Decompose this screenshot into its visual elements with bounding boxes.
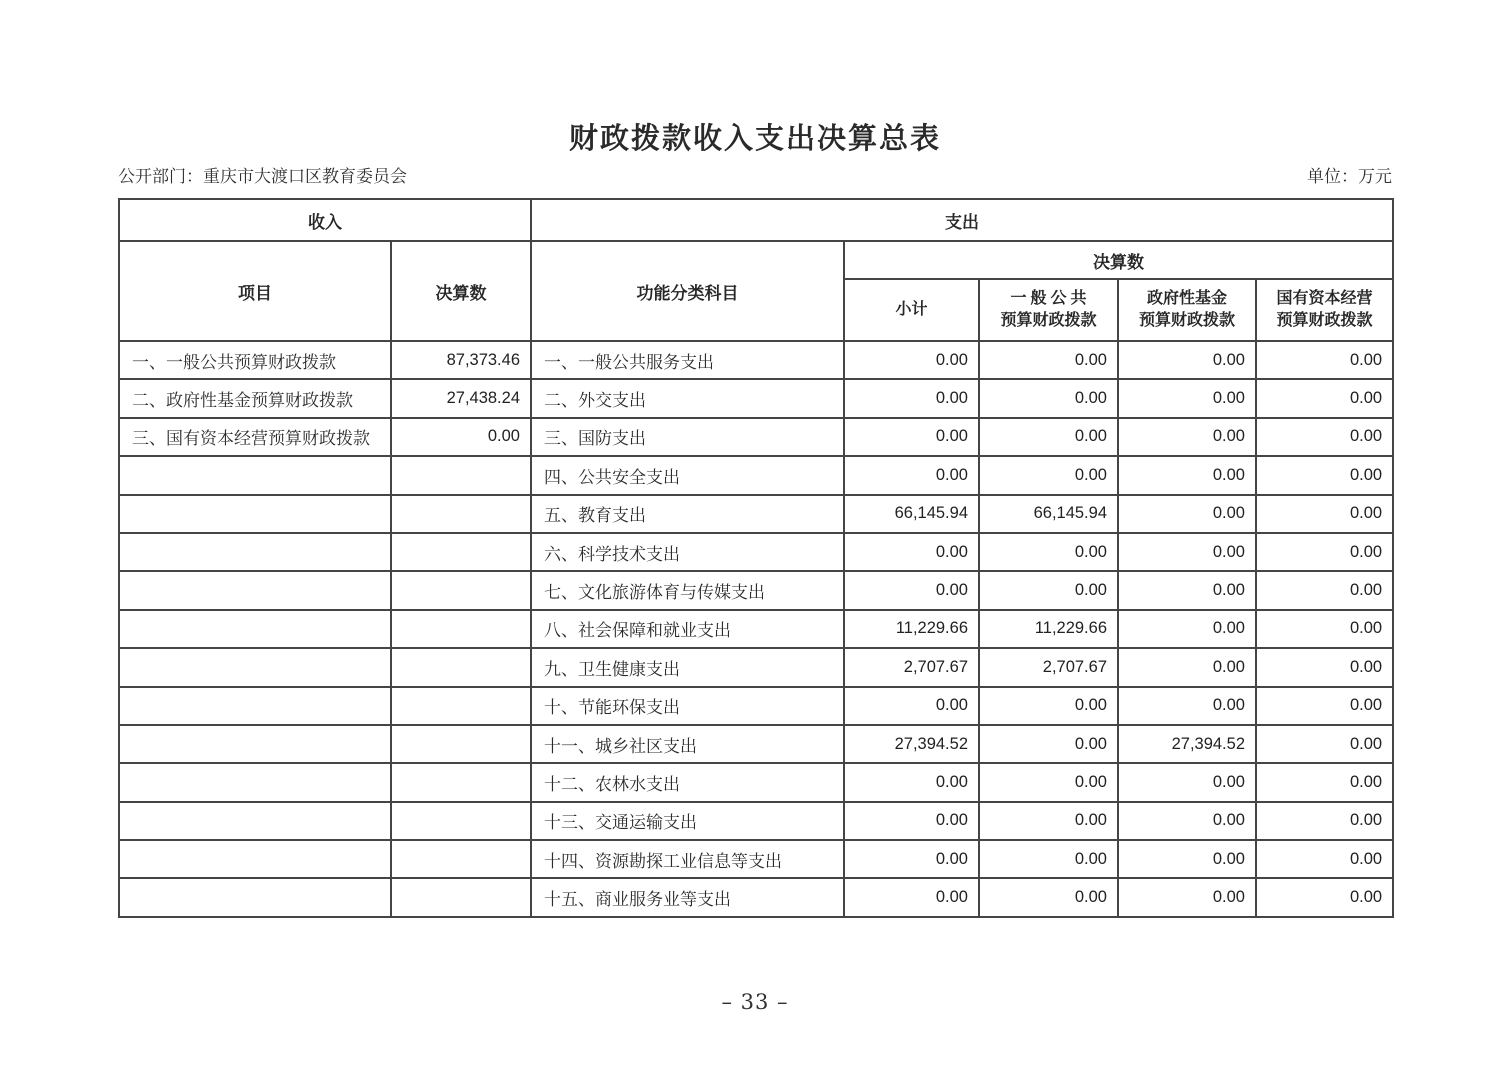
gov-fund-cell: 0.00	[1118, 533, 1256, 571]
state-capital-line2: 预算财政拨款	[1276, 312, 1373, 329]
income-value-cell	[391, 878, 531, 916]
income-item-cell: 三、国有资本经营预算财政拨款	[119, 418, 391, 456]
state-capital-cell: 0.00	[1256, 648, 1393, 686]
table-row	[119, 571, 1393, 609]
state-capital-cell: 0.00	[1256, 878, 1393, 916]
state-capital-cell: 0.00	[1256, 802, 1393, 840]
general-public-line1: 一 般 公 共	[1010, 290, 1087, 308]
general-public-column-header	[979, 279, 1118, 341]
income-item-cell	[119, 802, 391, 840]
unit-label: 单位：万元	[1307, 167, 1392, 186]
table-row	[119, 341, 1393, 379]
gov-fund-cell: 0.00	[1118, 763, 1256, 801]
expense-item-cell: 十、节能环保支出	[531, 687, 844, 725]
state-capital-cell: 0.00	[1256, 763, 1393, 801]
table-row	[119, 610, 1393, 648]
gov-fund-cell: 0.00	[1118, 456, 1256, 494]
table-row	[119, 878, 1393, 916]
income-value-cell	[391, 533, 531, 571]
expense-item-cell: 七、文化旅游体育与传媒支出	[531, 571, 844, 609]
state-capital-cell: 0.00	[1256, 379, 1393, 417]
expenditure-section-header: 支出	[531, 199, 1393, 241]
income-value-cell	[391, 687, 531, 725]
subtotal-cell: 0.00	[844, 456, 979, 494]
gov-fund-line2: 预算财政拨款	[1138, 312, 1235, 329]
income-value-cell	[391, 456, 531, 494]
gov-fund-cell: 0.00	[1118, 802, 1256, 840]
header-row-columns	[119, 241, 1393, 279]
expense-item-cell: 四、公共安全支出	[531, 456, 844, 494]
income-value-cell: 87,373.46	[391, 341, 531, 379]
subtotal-cell: 0.00	[844, 341, 979, 379]
state-capital-cell: 0.00	[1256, 418, 1393, 456]
subtotal-cell: 0.00	[844, 379, 979, 417]
expense-item-cell: 十二、农林水支出	[531, 763, 844, 801]
subtotal-cell: 11,229.66	[844, 610, 979, 648]
gov-fund-cell: 0.00	[1118, 495, 1256, 533]
table-row	[119, 802, 1393, 840]
table-header	[119, 199, 1393, 341]
general-public-cell: 0.00	[979, 418, 1118, 456]
general-public-cell: 0.00	[979, 687, 1118, 725]
expense-item-cell: 六、科学技术支出	[531, 533, 844, 571]
general-public-cell: 11,229.66	[979, 610, 1118, 648]
expense-item-cell: 五、教育支出	[531, 495, 844, 533]
subtotal-cell: 0.00	[844, 878, 979, 916]
income-item-cell	[119, 456, 391, 494]
table-row	[119, 456, 1393, 494]
subtotal-cell: 27,394.52	[844, 725, 979, 763]
table-row	[119, 763, 1393, 801]
general-public-cell: 0.00	[979, 456, 1118, 494]
state-capital-cell: 0.00	[1256, 687, 1393, 725]
subtotal-cell: 0.00	[844, 418, 979, 456]
income-value-cell	[391, 840, 531, 878]
table-row	[119, 687, 1393, 725]
income-item-cell	[119, 878, 391, 916]
table-body	[119, 341, 1393, 917]
income-value-cell	[391, 763, 531, 801]
income-value-cell: 0.00	[391, 418, 531, 456]
state-capital-line1: 国有资本经营	[1276, 290, 1373, 308]
state-capital-cell: 0.00	[1256, 456, 1393, 494]
state-capital-cell: 0.00	[1256, 840, 1393, 878]
general-public-cell: 0.00	[979, 571, 1118, 609]
income-value-cell	[391, 802, 531, 840]
gov-fund-cell: 0.00	[1118, 687, 1256, 725]
state-capital-cell: 0.00	[1256, 495, 1393, 533]
expense-item-cell: 二、外交支出	[531, 379, 844, 417]
income-value-cell	[391, 648, 531, 686]
income-value-cell	[391, 610, 531, 648]
gov-fund-column-header	[1118, 279, 1256, 341]
expenditure-final-amount-header: 决算数	[844, 241, 1393, 279]
table-row	[119, 648, 1393, 686]
income-item-cell	[119, 610, 391, 648]
expense-item-cell: 十五、商业服务业等支出	[531, 878, 844, 916]
income-value-cell	[391, 495, 531, 533]
subtotal-cell: 0.00	[844, 533, 979, 571]
gov-fund-line1: 政府性基金	[1146, 290, 1227, 308]
subtotal-cell: 0.00	[844, 687, 979, 725]
income-value-cell: 27,438.24	[391, 379, 531, 417]
state-capital-cell: 0.00	[1256, 533, 1393, 571]
table-row	[119, 725, 1393, 763]
page-number: – 33 –	[721, 990, 789, 1014]
gov-fund-cell: 0.00	[1118, 840, 1256, 878]
general-public-line2: 预算财政拨款	[1000, 312, 1097, 329]
gov-fund-cell: 0.00	[1118, 610, 1256, 648]
page-title: 财政拨款收入支出决算总表	[568, 123, 941, 155]
expense-item-cell: 八、社会保障和就业支出	[531, 610, 844, 648]
gov-fund-cell: 0.00	[1118, 648, 1256, 686]
functional-category-header: 功能分类科目	[531, 241, 844, 341]
item-column-header: 项目	[119, 241, 391, 341]
income-final-amount-header: 决算数	[391, 241, 531, 341]
state-capital-cell: 0.00	[1256, 571, 1393, 609]
subtotal-cell: 0.00	[844, 571, 979, 609]
table-row	[119, 379, 1393, 417]
income-value-cell	[391, 571, 531, 609]
income-item-cell	[119, 763, 391, 801]
expense-item-cell: 十三、交通运输支出	[531, 802, 844, 840]
state-capital-cell: 0.00	[1256, 610, 1393, 648]
expense-item-cell: 十一、城乡社区支出	[531, 725, 844, 763]
meta-line	[118, 162, 1392, 187]
subtotal-cell: 0.00	[844, 763, 979, 801]
general-public-cell: 66,145.94	[979, 495, 1118, 533]
income-item-cell: 一、一般公共预算财政拨款	[119, 341, 391, 379]
state-capital-cell: 0.00	[1256, 725, 1393, 763]
income-item-cell	[119, 687, 391, 725]
gov-fund-cell: 0.00	[1118, 878, 1256, 916]
income-item-cell	[119, 495, 391, 533]
department-label: 公开部门：重庆市大渡口区教育委员会	[118, 167, 407, 186]
expense-item-cell: 十四、资源勘探工业信息等支出	[531, 840, 844, 878]
gov-fund-cell: 27,394.52	[1118, 725, 1256, 763]
income-value-cell	[391, 725, 531, 763]
subtotal-cell: 66,145.94	[844, 495, 979, 533]
income-item-cell	[119, 725, 391, 763]
general-public-cell: 2,707.67	[979, 648, 1118, 686]
expense-item-cell: 三、国防支出	[531, 418, 844, 456]
table-row	[119, 840, 1393, 878]
income-item-cell: 二、政府性基金预算财政拨款	[119, 379, 391, 417]
income-item-cell	[119, 648, 391, 686]
general-public-cell: 0.00	[979, 878, 1118, 916]
expense-item-cell: 九、卫生健康支出	[531, 648, 844, 686]
gov-fund-cell: 0.00	[1118, 418, 1256, 456]
final-accounts-table	[118, 198, 1394, 918]
income-item-cell	[119, 571, 391, 609]
gov-fund-cell: 0.00	[1118, 379, 1256, 417]
header-row-sections	[119, 199, 1393, 241]
expense-item-cell: 一、一般公共服务支出	[531, 341, 844, 379]
state-capital-cell: 0.00	[1256, 341, 1393, 379]
general-public-cell: 0.00	[979, 379, 1118, 417]
subtotal-cell: 0.00	[844, 840, 979, 878]
general-public-cell: 0.00	[979, 725, 1118, 763]
subtotal-cell: 2,707.67	[844, 648, 979, 686]
table-row	[119, 418, 1393, 456]
gov-fund-cell: 0.00	[1118, 571, 1256, 609]
general-public-cell: 0.00	[979, 840, 1118, 878]
general-public-cell: 0.00	[979, 533, 1118, 571]
general-public-cell: 0.00	[979, 341, 1118, 379]
general-public-cell: 0.00	[979, 802, 1118, 840]
income-section-header: 收入	[119, 199, 531, 241]
table-row	[119, 533, 1393, 571]
table-row	[119, 495, 1393, 533]
general-public-cell: 0.00	[979, 763, 1118, 801]
income-item-cell	[119, 840, 391, 878]
gov-fund-cell: 0.00	[1118, 341, 1256, 379]
income-item-cell	[119, 533, 391, 571]
subtotal-cell: 0.00	[844, 802, 979, 840]
subtotal-column-header: 小计	[844, 279, 979, 341]
state-capital-column-header	[1256, 279, 1393, 341]
